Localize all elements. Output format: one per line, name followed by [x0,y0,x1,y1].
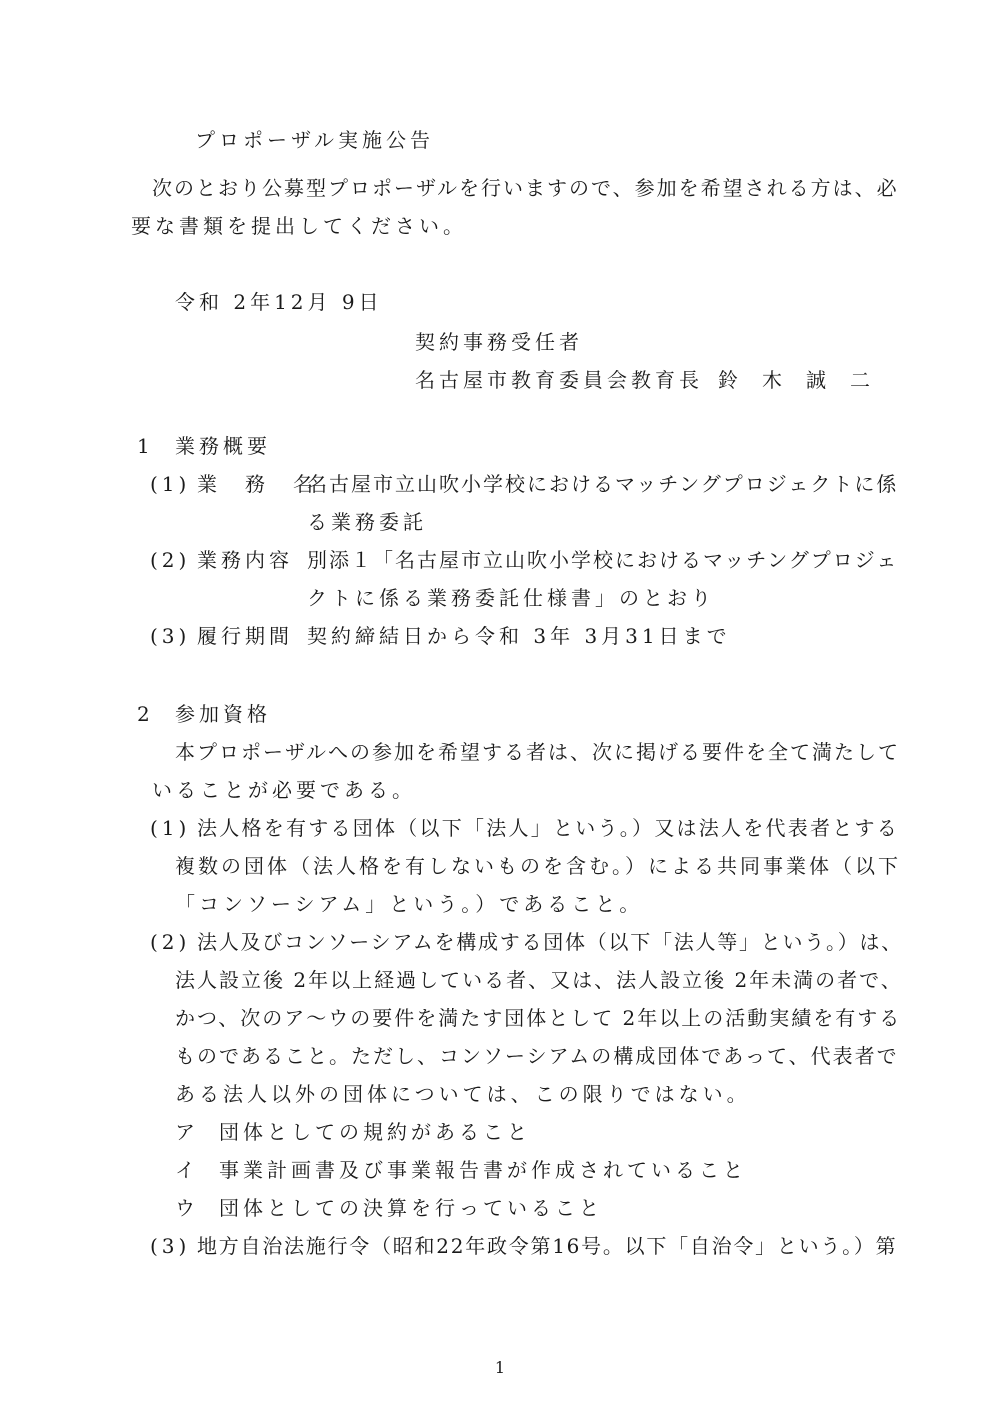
section-2-number: 2 [137,702,154,726]
section-2-intro-line-2: いることが必要である。 [152,778,416,802]
section-1-item-1-line-2: る業務委託 [307,510,427,534]
section-2-item-1-label: (1) [150,816,191,840]
section-1-item-1-term: 業 務 名 [197,472,317,496]
issuer-role: 契約事務受任者 [415,330,583,354]
section-2-item-2-line-4: ものであること。ただし、コンソーシアムの構成団体であって、代表者で [175,1044,899,1068]
intro-line-1: 次のとおり公募型プロポーザルを行いますので、参加を希望される方は、必 [152,176,899,200]
section-1-item-1-line-1: 名古屋市立山吹小学校におけるマッチングプロジェクトに係 [307,472,899,496]
subitem-u-mark: ウ [175,1196,199,1220]
subitem-i-text: 事業計画書及び事業報告書が作成されていること [219,1158,747,1182]
page-title: プロポーザル実施公告 [195,128,434,152]
section-2-item-2-line-3: かつ、次のア～ウの要件を満たす団体として 2年以上の活動実績を有する [175,1006,902,1030]
section-2-item-2-label: (2) [150,930,191,954]
subitem-a-mark: ア [175,1120,199,1144]
intro-line-2: 要な書類を提出してください。 [131,214,467,238]
issuer-office: 名古屋市教育委員会教育長 [415,368,703,392]
section-2-item-3-line-1: 地方自治法施行令（昭和22年政令第16号。以下「自治令」という。）第 [197,1234,898,1258]
section-2-intro-line-1: 本プロポーザルへの参加を希望する者は、次に掲げる要件を全て満たして [175,740,900,764]
section-1-item-3-label: (3) [150,624,191,648]
section-1-number: 1 [137,434,154,458]
section-1-item-3-line-1: 契約締結日から令和 3年 3月31日まで [307,624,731,648]
page-number: 1 [494,1358,506,1377]
subitem-i-mark: イ [175,1158,199,1182]
section-2-item-1-line-1: 法人格を有する団体（以下「法人」という。）又は法人を代表者とする [197,816,899,840]
section-2-heading: 参加資格 [175,702,271,726]
section-1-heading: 業務概要 [175,434,271,458]
subitem-a-text: 団体としての規約があること [219,1120,531,1144]
section-2-item-2-line-5: ある法人以外の団体については、この限りではない。 [175,1082,751,1106]
section-1-item-2-term: 業務内容 [197,548,293,572]
issuer-name: 鈴 木 誠 二 [718,368,872,392]
section-2-item-2-line-1: 法人及びコンソーシアムを構成する団体（以下「法人等」という。）は、 [197,930,903,954]
section-2-item-2-line-2: 法人設立後 2年以上経過している者、又は、法人設立後 2年未満の者で、 [175,968,903,992]
section-1-item-2-label: (2) [150,548,191,572]
section-1-item-1-label: (1) [150,472,191,496]
notice-date: 令和 2年12月 9日 [175,290,383,314]
section-2-item-1-line-2: 複数の団体（法人格を有しないものを含む。）による共同事業体（以下 [175,854,901,878]
section-1-item-2-line-1: 別添１「名古屋市立山吹小学校におけるマッチングプロジェ [307,548,899,572]
subitem-u-text: 団体としての決算を行っていること [219,1196,603,1220]
section-2-item-1-line-3: 「コンソーシアム」という。）であること。 [175,892,644,916]
section-1-item-3-term: 履行期間 [197,624,293,648]
section-2-item-3-label: (3) [150,1234,191,1258]
section-1-item-2-line-2: クトに係る業務委託仕様書」のとおり [307,586,715,610]
